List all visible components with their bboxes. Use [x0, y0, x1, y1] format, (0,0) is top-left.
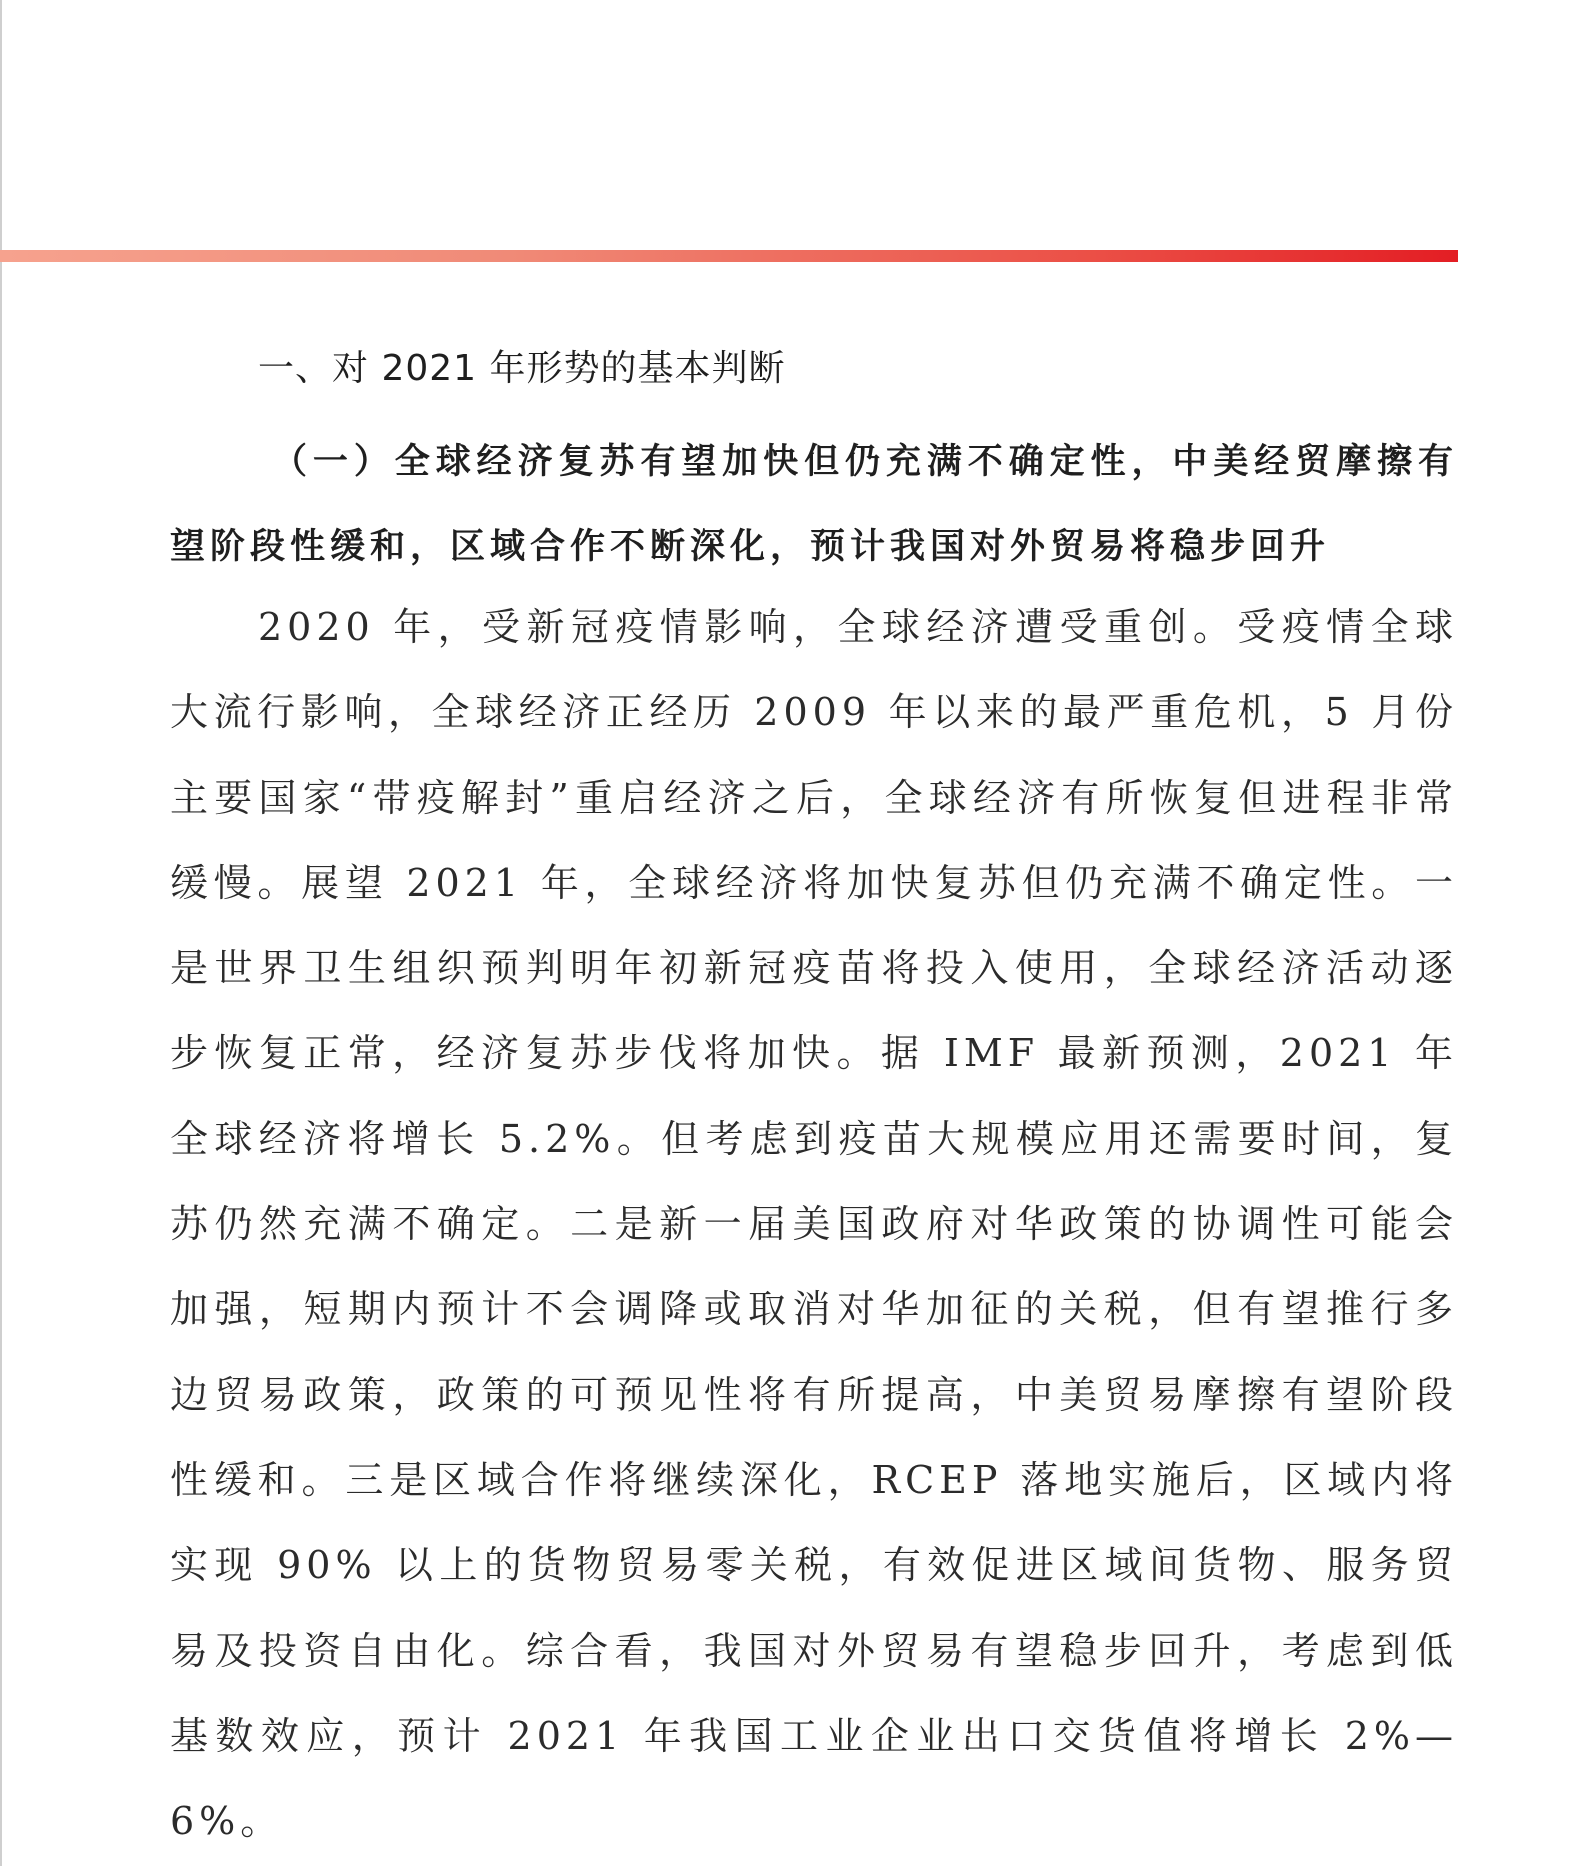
section-heading: 一、对 2021 年形势的基本判断: [258, 348, 786, 389]
subsection-heading: （一）全球经济复苏有望加快但仍充满不确定性，中美经贸摩擦有望阶段性缓和，区域合作不断深化，预计我国对外贸易将稳步回升: [170, 442, 1458, 567]
header-accent-bar: [0, 250, 1458, 262]
body-paragraph: 2020 年，受新冠疫情影响，全球经济遭受重创。受疫情全球大流行影响，全球经济正经历 2009 年以来的最严重危机，5 月份主要国家“带疫解封”重启经济之后，全球经济有所恢复但进程非常缓慢。展望 2021 年，全球经济将加快复苏但仍充满不确定性。一是世界卫生组织预判明年初新冠疫苗将投入使用，全球经济活动逐步恢复正常，经济复苏步伐将加快。据 IMF 最新预测，2021 年全球经济将增长 5.2%。但考虑到疫苗大规模应用还需要时间，复苏仍然充满不确定。二是新一届美国政府对华政策的协调性可能会加强，短期内预计不会调降或取消对华加征的关税，但有望推行多边贸易政策，政策的可预见性将有所提高，中美贸易摩擦有望阶段性缓和。三是区域合作将继续深化，RCEP 落地实施后，区域内将实现 90% 以上的货物贸易零关税，有效促进区域间货物、服务贸易及投资自由化。综合看，我国对外贸易有望稳步回升，考虑到低基数效应，预计 2021 年我国工业企业出口交货值将增长 2%—6%。: [170, 605, 1458, 1844]
